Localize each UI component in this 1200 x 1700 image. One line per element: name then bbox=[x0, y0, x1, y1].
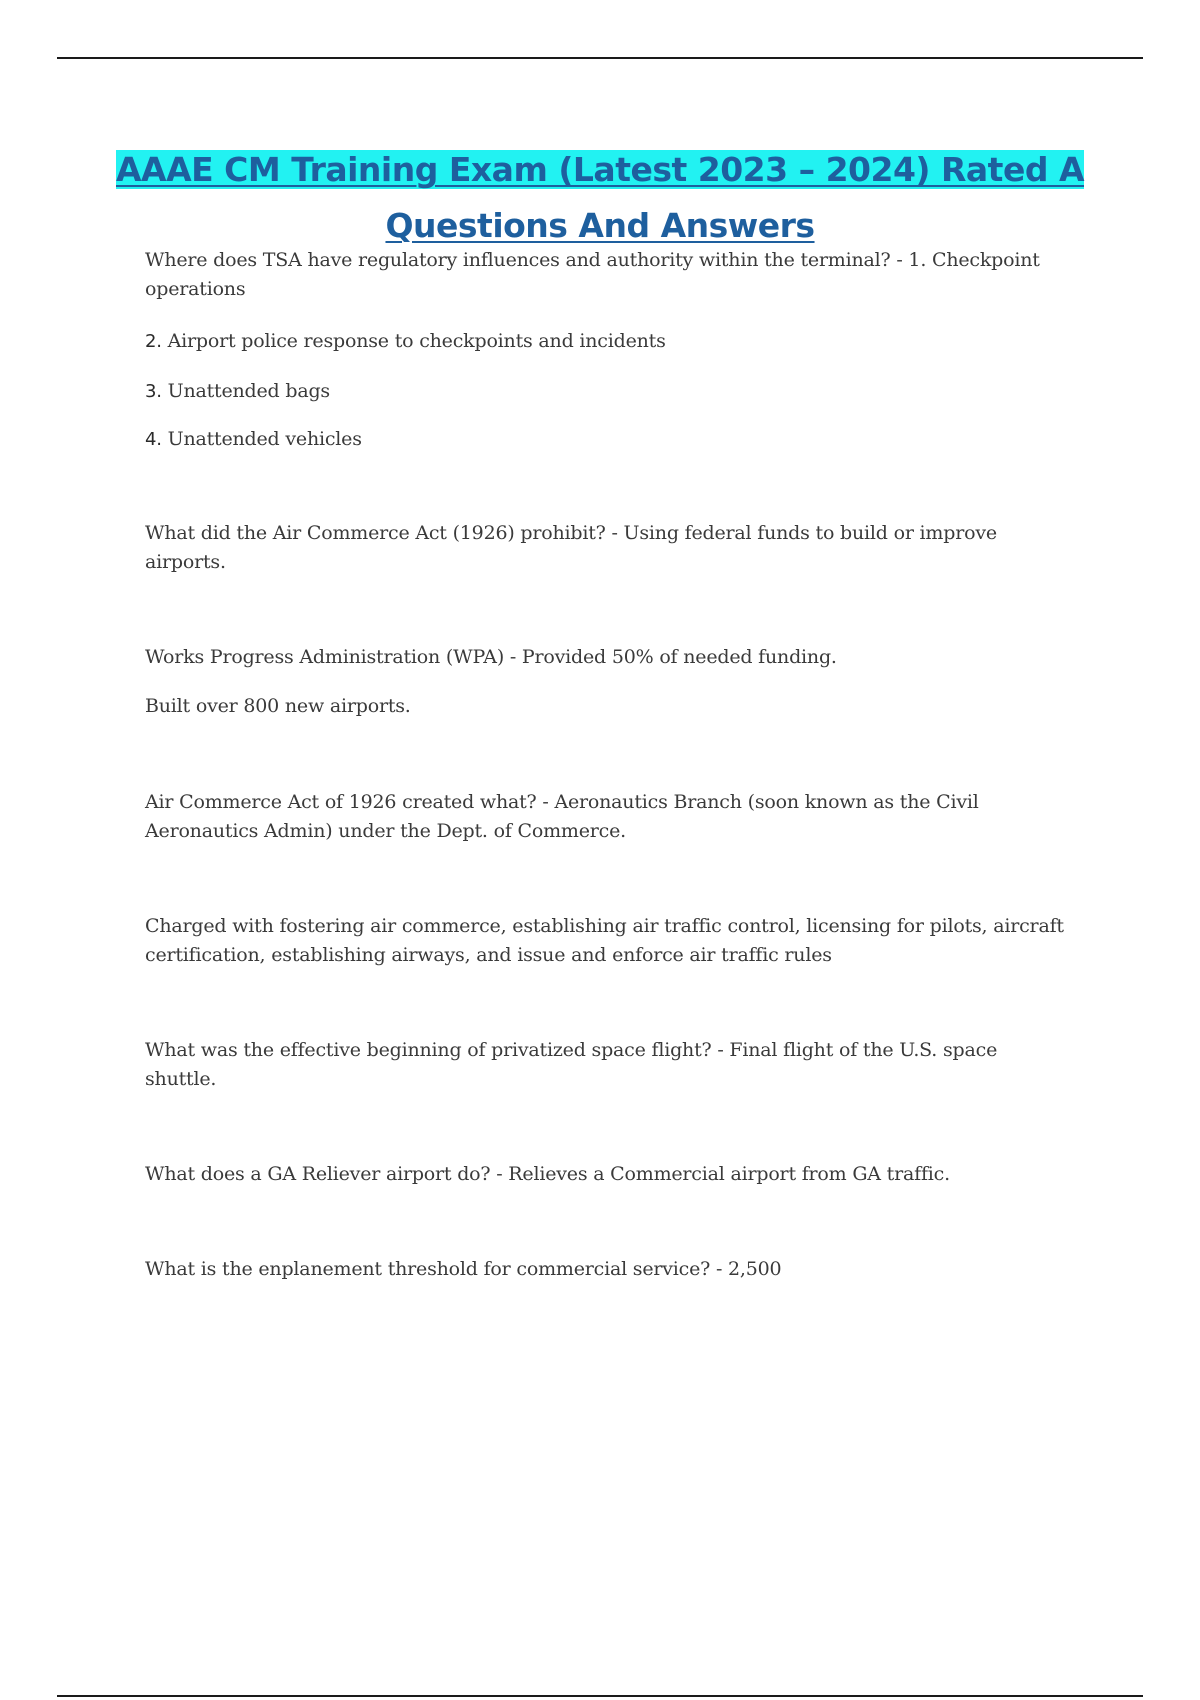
qa-item-charged-with: Charged with fostering air commerce, establishing air traffic control, licensing for pilots, aircraft certification, establishing airways, and issue and enforce air traffic rules bbox=[145, 915, 1064, 966]
list-number: 4. bbox=[145, 429, 162, 450]
list-item-3 bbox=[145, 377, 1065, 406]
header-rule bbox=[57, 57, 1143, 59]
title-line-2: Questions And Answers bbox=[385, 206, 815, 245]
qa-item-air-commerce-created: Air Commerce Act of 1926 created what? - Aeronautics Branch (soon known as the Civil Aeronautics Admin) under the Dept. of Commerce. bbox=[145, 791, 979, 842]
list-item-4 bbox=[145, 425, 1065, 454]
qa-item-air-commerce-prohibit: What did the Air Commerce Act (1926) prohibit? - Using federal funds to build or improve airports. bbox=[145, 522, 997, 573]
footer-rule bbox=[57, 1695, 1143, 1697]
qa-item-tsa-authority: Where does TSA have regulatory influences and authority within the terminal? - 1. Checkpoint operations bbox=[145, 249, 1040, 300]
list-text: Airport police response to checkpoints and incidents bbox=[167, 330, 666, 352]
list-number: 3. bbox=[145, 381, 162, 402]
qa-item-enplanement: What is the enplanement threshold for commercial service? - 2,500 bbox=[145, 1258, 782, 1280]
qa-item-wpa-continued: Built over 800 new airports. bbox=[145, 695, 411, 717]
qa-item-ga-reliever: What does a GA Reliever airport do? - Relieves a Commercial airport from GA traffic. bbox=[145, 1163, 950, 1185]
title-line-1: AAAE CM Training Exam (Latest 2023 – 2024) Rated A bbox=[116, 150, 1084, 189]
document-title bbox=[57, 142, 1143, 254]
document-body bbox=[145, 246, 1065, 1284]
qa-item-wpa: Works Progress Administration (WPA) - Provided 50% of needed funding. bbox=[145, 646, 837, 668]
list-text: Unattended vehicles bbox=[167, 428, 362, 450]
list-item-2 bbox=[145, 327, 1065, 356]
qa-item-space-flight: What was the effective beginning of privatized space flight? - Final flight of the U.S. space shuttle. bbox=[145, 1039, 998, 1090]
list-text: Unattended bags bbox=[167, 380, 330, 402]
list-number: 2. bbox=[145, 331, 162, 352]
